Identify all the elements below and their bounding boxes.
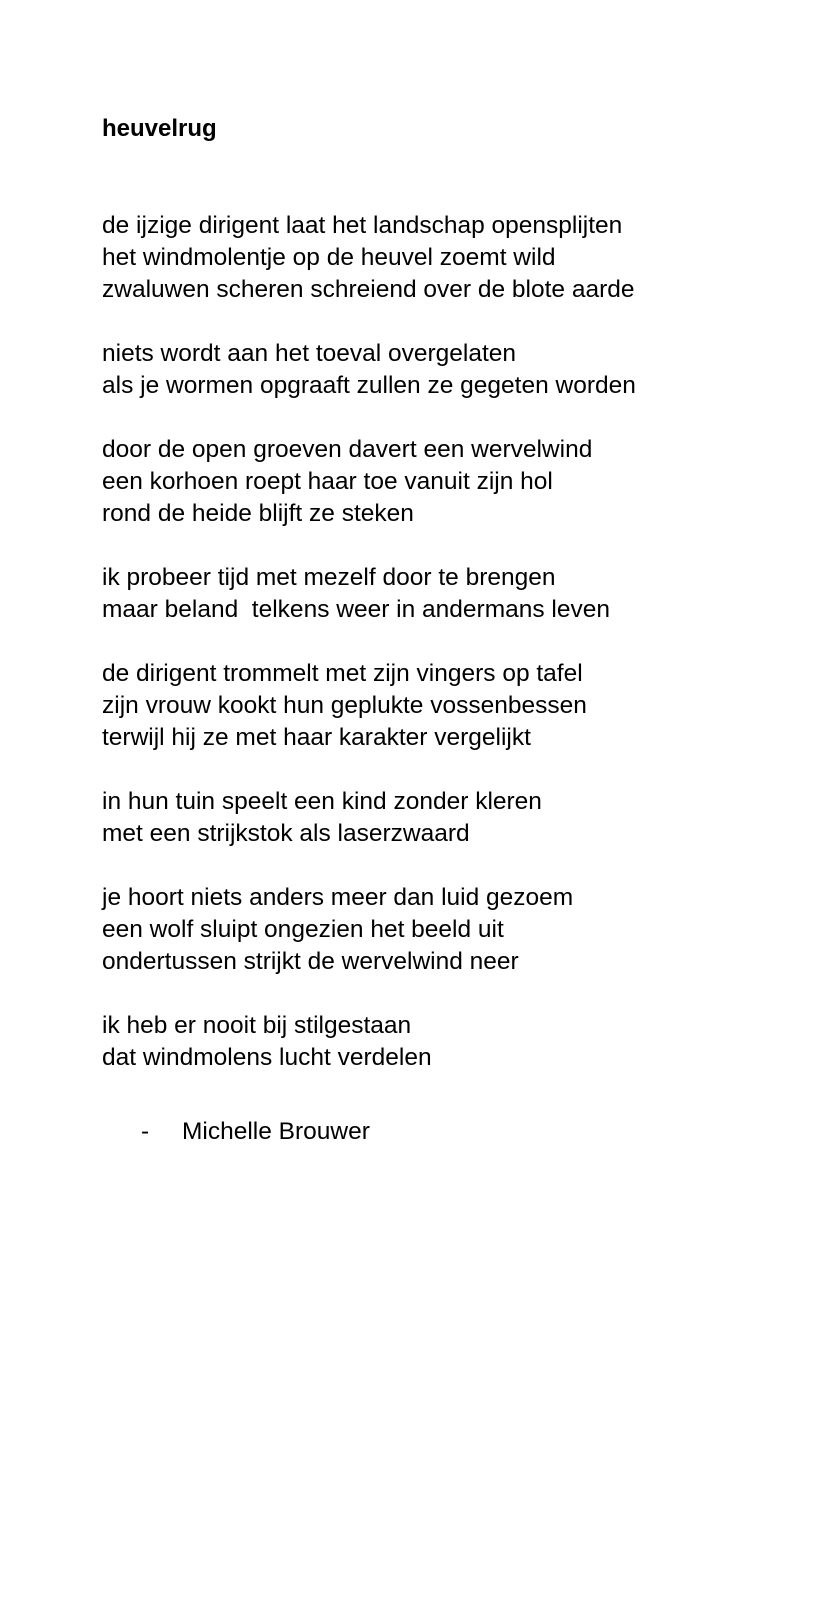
poem-line: ik probeer tijd met mezelf door te brengen: [102, 564, 556, 591]
author-name: Michelle Brouwer: [182, 1118, 370, 1145]
stanza-1: [102, 210, 802, 306]
poem-line: een korhoen roept haar toe vanuit zijn hol: [102, 468, 553, 495]
poem-line: je hoort niets anders meer dan luid gezoem: [102, 884, 574, 911]
poem-line: de ijzige dirigent laat het landschap opensplijten: [102, 212, 623, 239]
poem-line: dat windmolens lucht verdelen: [102, 1044, 432, 1071]
poem-line: door de open groeven davert een wervelwind: [102, 436, 593, 463]
poem-line: terwijl hij ze met haar karakter vergelijkt: [102, 724, 531, 751]
stanza-6: [102, 786, 802, 850]
poem-line: zwaluwen scheren schreiend over de blote aarde: [102, 276, 635, 303]
poem-line: rond de heide blijft ze steken: [102, 500, 414, 527]
poem-line: ik heb er nooit bij stilgestaan: [102, 1012, 412, 1039]
poem-line: niets wordt aan het toeval overgelaten: [102, 340, 517, 367]
poem-line: maar beland telkens weer in andermans leven: [102, 596, 610, 623]
stanza-8: [102, 1010, 802, 1074]
poem-line: ondertussen strijkt de wervelwind neer: [102, 948, 519, 975]
poem-line: in hun tuin speelt een kind zonder kleren: [102, 788, 542, 815]
stanza-4: [102, 562, 802, 626]
stanza-5: [102, 658, 802, 754]
poem-body: [102, 210, 802, 1106]
poem-line: de dirigent trommelt met zijn vingers op tafel: [102, 660, 583, 687]
signature-dash: -: [141, 1118, 150, 1145]
poem-line: met een strijkstok als laserzwaard: [102, 820, 470, 847]
poem-line: zijn vrouw kookt hun geplukte vossenbessen: [102, 692, 587, 719]
poem-line: een wolf sluipt ongezien het beeld uit: [102, 916, 504, 943]
stanza-2: [102, 338, 802, 402]
stanza-7: [102, 882, 802, 978]
poem-line: als je wormen opgraaft zullen ze gegeten worden: [102, 372, 636, 399]
stanza-3: [102, 434, 802, 530]
poem-line: het windmolentje op de heuvel zoemt wild: [102, 244, 556, 271]
poem-title: heuvelrug: [102, 115, 217, 142]
signature: [141, 1116, 370, 1148]
